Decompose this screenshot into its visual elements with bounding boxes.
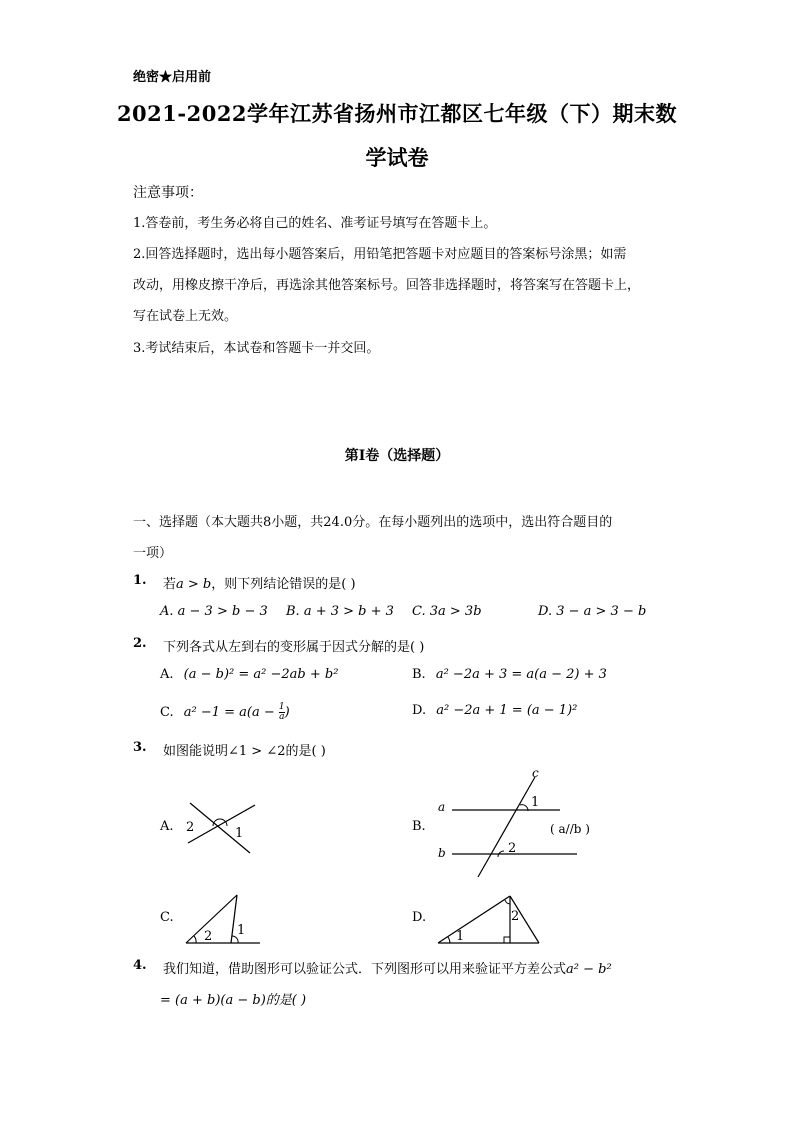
figb-label-a: a [438,800,446,814]
part1-line2: 一项） [133,546,173,561]
q2-option-c-pre: a² −1 = a(a − [183,705,275,720]
q1-option-b: B. a + 3 > b + 3 [286,604,394,619]
q4-stem-line2-text: = (a + b)(a − b)的是( ) [160,993,307,1008]
question-3-stem: 如图能说明∠1 > ∠2的是( ) [163,744,326,759]
q2-option-a-label: A. [160,667,174,682]
q1-stem-math: a > b [176,577,212,592]
q2-option-c-label: C. [160,705,174,720]
notice-item-2-line1: 2.回答选择题时，选出每小题答案后，用铅笔把答题卡对应题目的答案标号涂黑；如需 [133,247,627,262]
figb-parallel-note: ( a//b ) [550,822,590,836]
question-3-number: 3. [133,740,147,755]
figa-label-1: 1 [235,826,244,841]
q2-frac-den: a [279,712,285,722]
notice-item-2-line3: 写在试卷上无效。 [133,309,238,324]
question-4-stem-line2 [160,989,306,1008]
figb-line-c [478,777,535,877]
figb-label-2: 2 [508,841,517,856]
figd-label-1: 1 [456,929,465,944]
q2-option-b-text: a² −2a + 3 = a(a − 2) + 3 [435,667,607,682]
q2-option-c [160,703,290,722]
question-2-number: 2. [133,636,147,651]
question-4-stem-line1 [163,958,612,977]
section-title: 第I卷（选择题） [344,448,450,464]
q4-stem-formula: a² − b² [566,962,612,977]
q2-option-b-label: B. [412,667,426,682]
figd-arc-2 [505,900,510,904]
figc-arc-2 [194,936,196,943]
q4-stem-text: 我们知道，借助图形可以验证公式．下列图形可以用来验证平方差公式 [163,962,567,977]
q2-option-d-text: a² −2a + 1 = (a − 1)² [436,703,578,718]
q1-option-c: C. 3a > 3b [412,604,482,619]
q2-option-a-text: (a − b)² = a² −2ab + b² [183,667,339,682]
notice-heading: 注意事项： [133,185,203,201]
question-4 [133,958,612,977]
exam-title-line2: 学试卷 [365,145,429,170]
exam-title-line1: 2021-2022学年江苏省扬州市江都区七年级（下）期末数 [116,101,678,126]
q2-frac-num: 1 [278,702,285,712]
question-1-stem [163,573,356,592]
part1-line1: 一、选择题（本大题共8小题，共24.0分。在每小题列出的选项中，选出符合题目的 [133,515,613,530]
notice-item-3: 3.考试结束后，本试卷和答题卡一并交回。 [133,341,380,356]
q2-option-b [412,667,607,682]
q3-figure-a [180,795,260,855]
question-1-number: 1. [133,573,147,588]
q3-option-a-label: A. [160,819,174,834]
figa-line2 [188,805,255,843]
q2-option-a [160,667,338,682]
q2-option-d [412,703,577,718]
q3-figure-c [180,890,265,948]
figa-label-2: 2 [186,820,195,835]
q3-figure-d [432,890,547,948]
question-4-number: 4. [133,958,147,973]
secret-label: 绝密★启用前 [133,70,212,85]
q2-option-c-post: ) [284,705,290,720]
notice-item-1: 1.答卷前，考生务必将自己的姓名、准考证号填写在答题卡上。 [133,216,497,231]
figc-label-1: 1 [237,923,246,938]
figb-label-c: c [532,766,539,780]
figd-right-angle [504,937,510,943]
q1-option-d: D. 3 − a > 3 − b [538,604,647,619]
figd-arc-1 [448,937,450,943]
q3-figure-b [432,765,612,880]
figd-left [438,896,510,943]
figb-label-b: b [438,846,446,860]
q1-option-a: A. a − 3 > b − 3 [160,604,268,619]
q2-option-d-label: D. [412,703,427,718]
part1-heading [133,507,673,569]
question-1 [133,573,356,592]
figc-label-2: 2 [204,929,213,944]
question-3 [133,740,326,759]
q1-stem-a: 若 [163,577,177,592]
question-2-stem: 下列各式从左到右的变形属于因式分解的是( ) [163,640,425,655]
q3-option-b-label: B. [412,819,426,834]
q3-option-c-label: C. [160,910,174,925]
figb-label-1: 1 [531,795,540,810]
question-2 [133,636,425,655]
figd-label-2: 2 [511,909,520,924]
notice-item-2-line2: 改动，用橡皮擦干净后，再选涂其他答案标号。回答非选择题时，将答案写在答题卡上， [133,278,641,293]
q1-stem-b: ，则下列结论错误的是( ) [211,577,356,592]
q3-option-d-label: D. [412,910,427,925]
